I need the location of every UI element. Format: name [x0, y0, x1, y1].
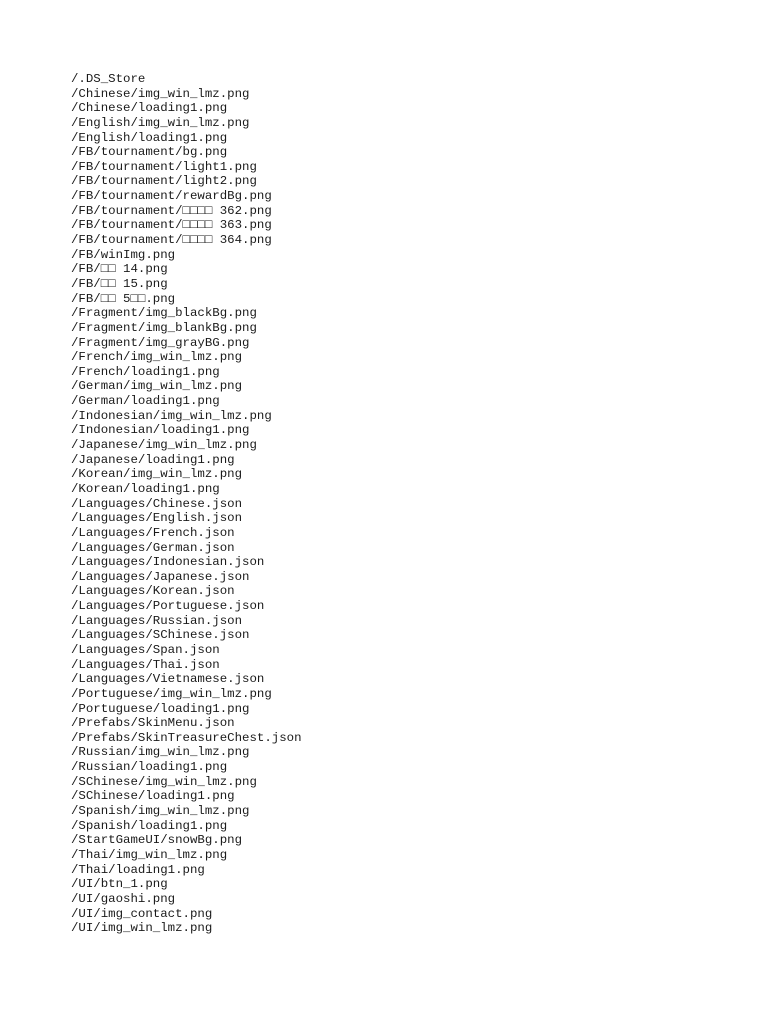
file-path-line: /.DS_Store: [71, 72, 146, 86]
file-path-line: /Indonesian/loading1.png: [71, 423, 250, 438]
file-path-line: /Languages/German.json: [71, 540, 235, 555]
file-path-line: /FB/□□ 5□□.png: [71, 291, 176, 306]
file-path-line: /UI/btn_1.png: [71, 877, 168, 892]
file-path-line: /SChinese/img_win_lmz.png: [71, 774, 257, 789]
file-path-line: /Languages/Span.json: [71, 642, 220, 657]
file-path-line: /Thai/img_win_lmz.png: [71, 847, 228, 862]
file-path-line: /Languages/Korean.json: [71, 584, 235, 599]
file-path-line: /French/img_win_lmz.png: [71, 350, 243, 365]
file-path-line: /Chinese/loading1.png: [71, 101, 228, 116]
file-path-line: /Fragment/img_blackBg.png: [71, 306, 257, 321]
file-path-line: /Languages/Thai.json: [71, 657, 220, 672]
file-path-line: /Chinese/img_win_lmz.png: [71, 86, 250, 101]
file-path-line: /Languages/English.json: [71, 511, 243, 526]
file-path-line: /English/img_win_lmz.png: [71, 115, 250, 130]
file-path-list: [71, 72, 302, 936]
file-path-line: /UI/img_contact.png: [71, 906, 213, 921]
file-path-line: /Prefabs/SkinTreasureChest.json: [71, 730, 302, 745]
file-path-line: /Portuguese/loading1.png: [71, 701, 250, 716]
file-path-line: /Spanish/loading1.png: [71, 818, 228, 833]
file-path-line: /Fragment/img_grayBG.png: [71, 335, 250, 350]
file-path-line: /Languages/Chinese.json: [71, 496, 243, 511]
file-path-line: /Russian/img_win_lmz.png: [71, 745, 250, 760]
file-path-line: /FB/tournament/□□□□ 363.png: [71, 218, 272, 233]
file-path-line: /SChinese/loading1.png: [71, 789, 235, 804]
file-path-line: /UI/gaoshi.png: [71, 891, 176, 906]
file-path-line: /French/loading1.png: [71, 364, 220, 379]
file-path-line: /Languages/French.json: [71, 525, 235, 540]
file-path-line: /Korean/img_win_lmz.png: [71, 467, 243, 482]
file-path-line: /Fragment/img_blankBg.png: [71, 320, 257, 335]
file-path-line: /German/loading1.png: [71, 394, 220, 409]
file-path-line: /Languages/Japanese.json: [71, 569, 250, 584]
file-path-line: /Spanish/img_win_lmz.png: [71, 804, 250, 819]
file-path-line: /FB/winImg.png: [71, 247, 176, 262]
file-path-line: /Indonesian/img_win_lmz.png: [71, 408, 272, 423]
file-path-line: /Languages/Russian.json: [71, 613, 243, 628]
file-path-line: /English/loading1.png: [71, 130, 228, 145]
file-path-line: /FB/tournament/light1.png: [71, 159, 257, 174]
file-path-line: /FB/tournament/light2.png: [71, 174, 257, 189]
file-path-line: /Russian/loading1.png: [71, 760, 228, 775]
file-path-line: /Portuguese/img_win_lmz.png: [71, 686, 272, 701]
file-path-line: /Prefabs/SkinMenu.json: [71, 716, 235, 731]
file-path-line: /Korean/loading1.png: [71, 481, 220, 496]
file-path-line: /FB/□□ 15.png: [71, 276, 168, 291]
file-path-line: /Languages/Indonesian.json: [71, 555, 265, 570]
file-path-line: /Languages/SChinese.json: [71, 628, 250, 643]
file-path-line: /StartGameUI/snowBg.png: [71, 833, 243, 848]
file-path-line: /Japanese/img_win_lmz.png: [71, 438, 257, 453]
file-path-line: /UI/img_win_lmz.png: [71, 921, 213, 936]
file-path-line: /FB/□□ 14.png: [71, 262, 168, 277]
file-path-line: /FB/tournament/□□□□ 362.png: [71, 203, 272, 218]
file-path-line: /Japanese/loading1.png: [71, 452, 235, 467]
file-path-line: /FB/tournament/bg.png: [71, 145, 228, 160]
file-path-line: /German/img_win_lmz.png: [71, 379, 243, 394]
file-path-line: /Thai/loading1.png: [71, 862, 205, 877]
file-path-line: /FB/tournament/rewardBg.png: [71, 189, 272, 204]
file-path-line: /Languages/Portuguese.json: [71, 599, 265, 614]
file-path-line: /FB/tournament/□□□□ 364.png: [71, 233, 272, 248]
file-path-line: /Languages/Vietnamese.json: [71, 672, 265, 687]
